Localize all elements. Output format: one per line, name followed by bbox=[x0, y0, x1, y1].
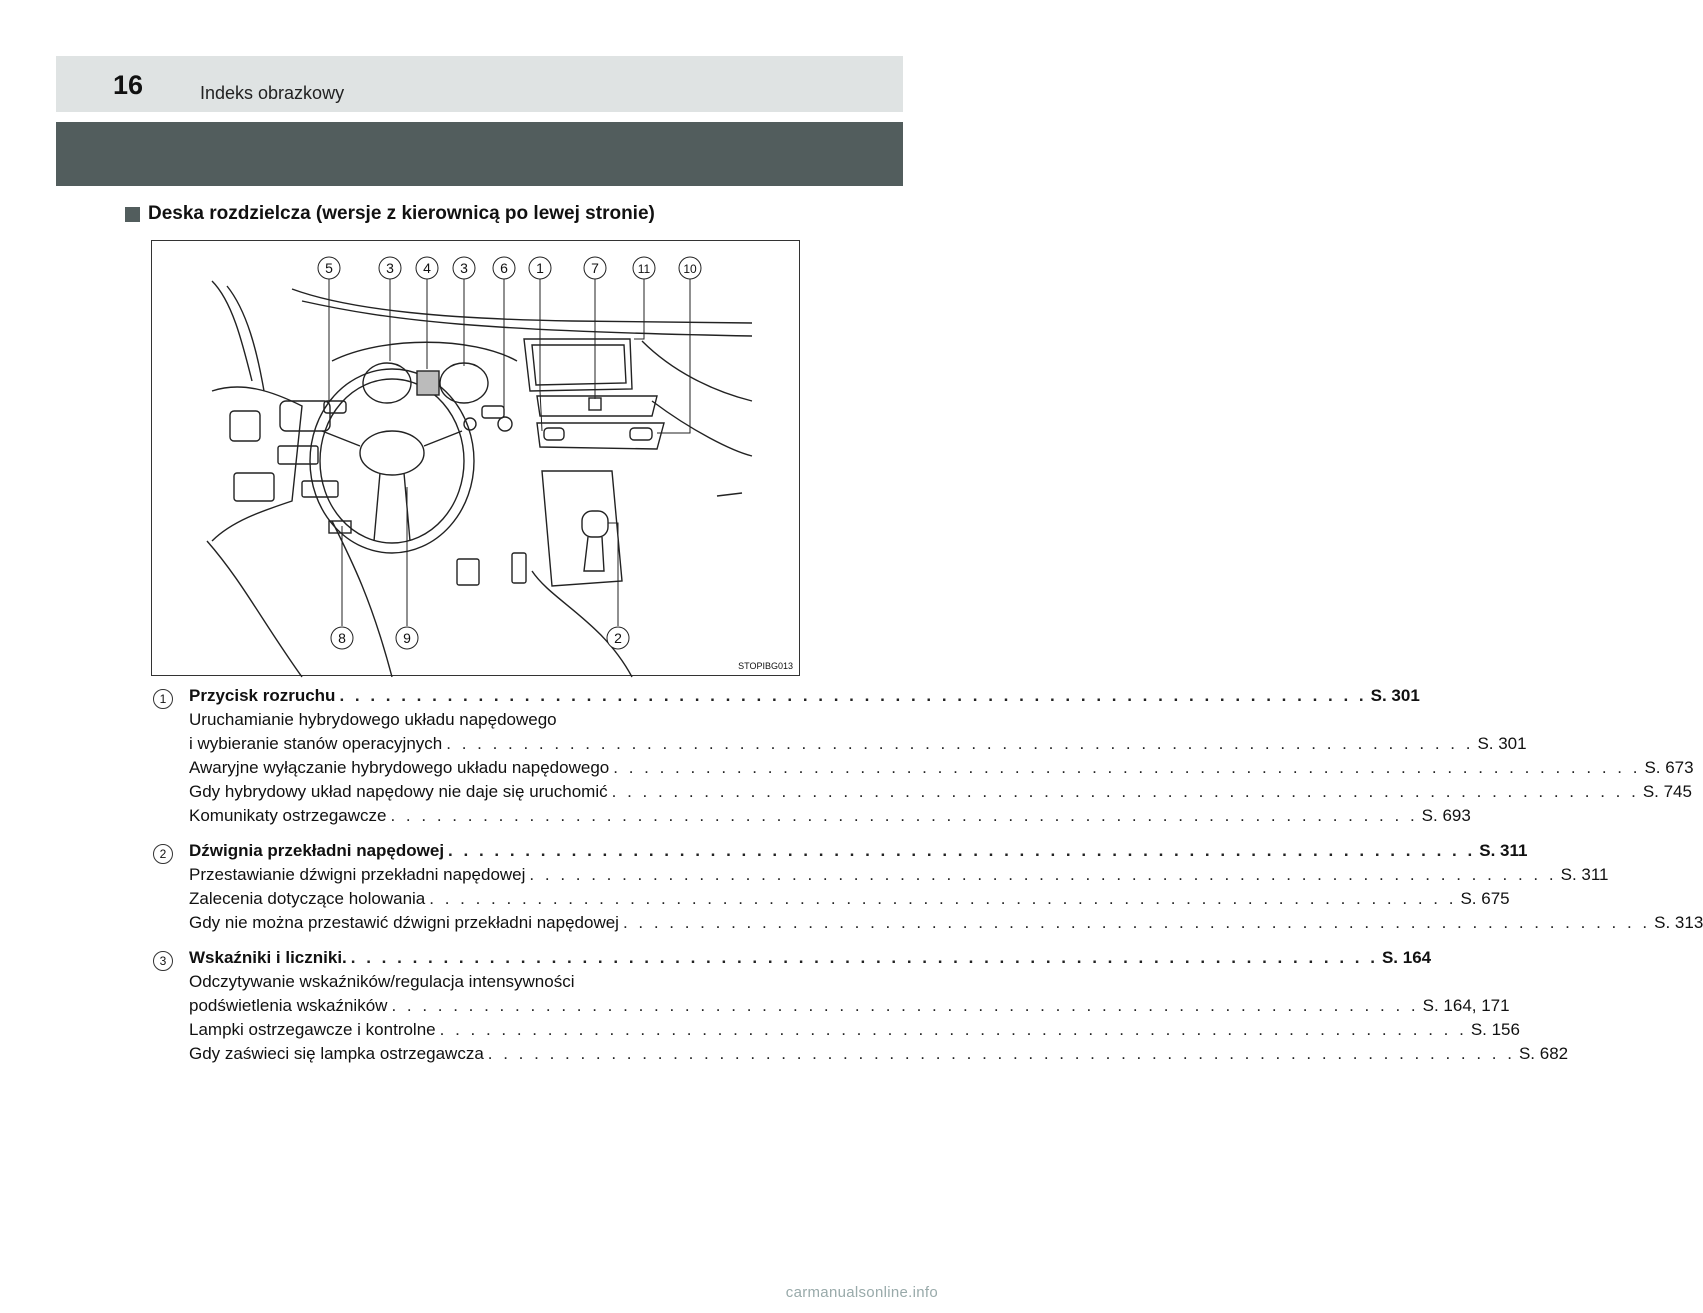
callout-top-4: 3 bbox=[460, 260, 468, 276]
entry-meters bbox=[153, 946, 1569, 1066]
callout-top-1: 5 bbox=[325, 260, 333, 276]
square-bullet-icon bbox=[125, 207, 140, 222]
sub-entry-row bbox=[153, 887, 1510, 911]
sub-entry-page-ref: S. 673 bbox=[1644, 758, 1694, 777]
leader-dots bbox=[440, 1018, 1467, 1042]
entry-title: Przycisk rozruchu bbox=[189, 686, 336, 705]
callout-top-2: 3 bbox=[386, 260, 394, 276]
sub-entry-line bbox=[153, 708, 773, 732]
section-title: Deska rozdzielcza (wersje z kierownicą po lewej stronie) bbox=[148, 203, 655, 224]
entry-start-button bbox=[153, 684, 1694, 828]
sub-entry-label: Komunikaty ostrzegawcze bbox=[189, 806, 387, 825]
callout-bottom-2: 9 bbox=[403, 630, 411, 646]
sub-entry-page-ref: S. 675 bbox=[1460, 889, 1510, 908]
header-bar bbox=[56, 56, 903, 112]
chapter-band bbox=[56, 122, 903, 186]
entry-number-badge: 2 bbox=[153, 844, 173, 864]
sub-entry-row bbox=[153, 756, 1694, 780]
leader-dots bbox=[391, 994, 1418, 1018]
sub-entry-row bbox=[153, 911, 1703, 935]
sub-entry-page-ref: S. 745 bbox=[1642, 782, 1692, 801]
leader-dots bbox=[488, 1042, 1515, 1066]
leader-dots bbox=[613, 756, 1640, 780]
sub-entry-label: Gdy hybrydowy układ napędowy nie daje się uruchomić bbox=[189, 782, 608, 801]
sub-entry-label: Przestawianie dźwigni przekładni napędowej bbox=[189, 865, 526, 884]
entry-title-row bbox=[153, 839, 1528, 863]
callout-bottom-3: 2 bbox=[614, 630, 622, 646]
leader-dots bbox=[623, 911, 1650, 935]
sub-entry-row bbox=[153, 1018, 1520, 1042]
entry-list bbox=[153, 684, 1703, 1077]
sub-entry-row bbox=[153, 780, 1692, 804]
entry-title-row bbox=[153, 684, 1420, 708]
entry-title: Dźwignia przekładni napędowej bbox=[189, 841, 445, 860]
leader-dots bbox=[339, 684, 1366, 708]
callout-top-3: 4 bbox=[423, 260, 431, 276]
sub-entry-page-ref: S. 682 bbox=[1518, 1044, 1569, 1063]
figure-code: STOPIBG013 bbox=[738, 661, 793, 671]
leader-dots bbox=[429, 887, 1456, 911]
entry-number-badge: 3 bbox=[153, 951, 173, 971]
entry-shift-lever bbox=[153, 839, 1703, 935]
page-number: 16 bbox=[113, 70, 144, 100]
sub-entry-label: Lampki ostrzegawcze i kontrolne bbox=[189, 1020, 436, 1039]
sub-entry-row bbox=[153, 1042, 1569, 1066]
sub-entry-label: Odczytywanie wskaźników/regulacja intensywności bbox=[189, 972, 575, 991]
sub-entry-row bbox=[153, 863, 1609, 887]
dashboard-drawing bbox=[152, 241, 801, 677]
sub-entry-page-ref: S. 693 bbox=[1421, 806, 1471, 825]
sub-entry-label: Uruchamianie hybrydowego układu napędowego bbox=[189, 710, 557, 729]
watermark[interactable]: carmanualsonline.info bbox=[785, 1284, 938, 1301]
leader-dots bbox=[529, 863, 1556, 887]
sub-entry-label: Gdy nie można przestawić dźwigni przekładni napędowej bbox=[189, 913, 619, 932]
callout-bottom-1: 8 bbox=[338, 630, 346, 646]
leader-dots bbox=[446, 732, 1473, 756]
sub-entry-label: Gdy zaświeci się lampka ostrzegawcza bbox=[189, 1044, 484, 1063]
sub-entry-row bbox=[153, 994, 1510, 1018]
callout-top-9: 10 bbox=[683, 262, 697, 276]
leader-dots bbox=[448, 839, 1475, 863]
sub-entry-line bbox=[153, 970, 773, 994]
leader-dots bbox=[351, 946, 1378, 970]
entry-page-ref: S. 311 bbox=[1479, 841, 1528, 860]
entry-page-ref: S. 301 bbox=[1370, 686, 1420, 705]
entry-title: Wskaźniki i liczniki. bbox=[189, 948, 347, 967]
running-title: Indeks obrazkowy bbox=[200, 83, 345, 103]
dashboard-illustration bbox=[151, 240, 800, 676]
sub-entry-page-ref: S. 301 bbox=[1477, 734, 1527, 753]
sub-entry-row bbox=[153, 732, 1527, 756]
entry-number-badge: 1 bbox=[153, 689, 173, 709]
callout-top-7: 7 bbox=[591, 260, 599, 276]
leader-dots bbox=[390, 804, 1417, 828]
entry-page-ref: S. 164 bbox=[1381, 948, 1432, 967]
sub-entry-page-ref: S. 156 bbox=[1470, 1020, 1520, 1039]
sub-entry-label: i wybieranie stanów operacyjnych bbox=[189, 734, 443, 753]
callout-top-8: 11 bbox=[637, 262, 651, 276]
leader-dots bbox=[612, 780, 1639, 804]
callout-top-6: 1 bbox=[536, 260, 544, 276]
sub-entry-page-ref: S. 313 bbox=[1654, 913, 1703, 932]
sub-entry-page-ref: S. 164, 171 bbox=[1422, 996, 1510, 1015]
callout-top-5: 6 bbox=[500, 260, 508, 276]
sub-entry-label: Zalecenia dotyczące holowania bbox=[189, 889, 426, 908]
sub-entry-label: podświetlenia wskaźników bbox=[189, 996, 388, 1015]
sub-entry-row bbox=[153, 804, 1471, 828]
sub-entry-label: Awaryjne wyłączanie hybrydowego układu napędowego bbox=[189, 758, 610, 777]
sub-entry-page-ref: S. 311 bbox=[1560, 865, 1609, 884]
entry-title-row bbox=[153, 946, 1432, 970]
